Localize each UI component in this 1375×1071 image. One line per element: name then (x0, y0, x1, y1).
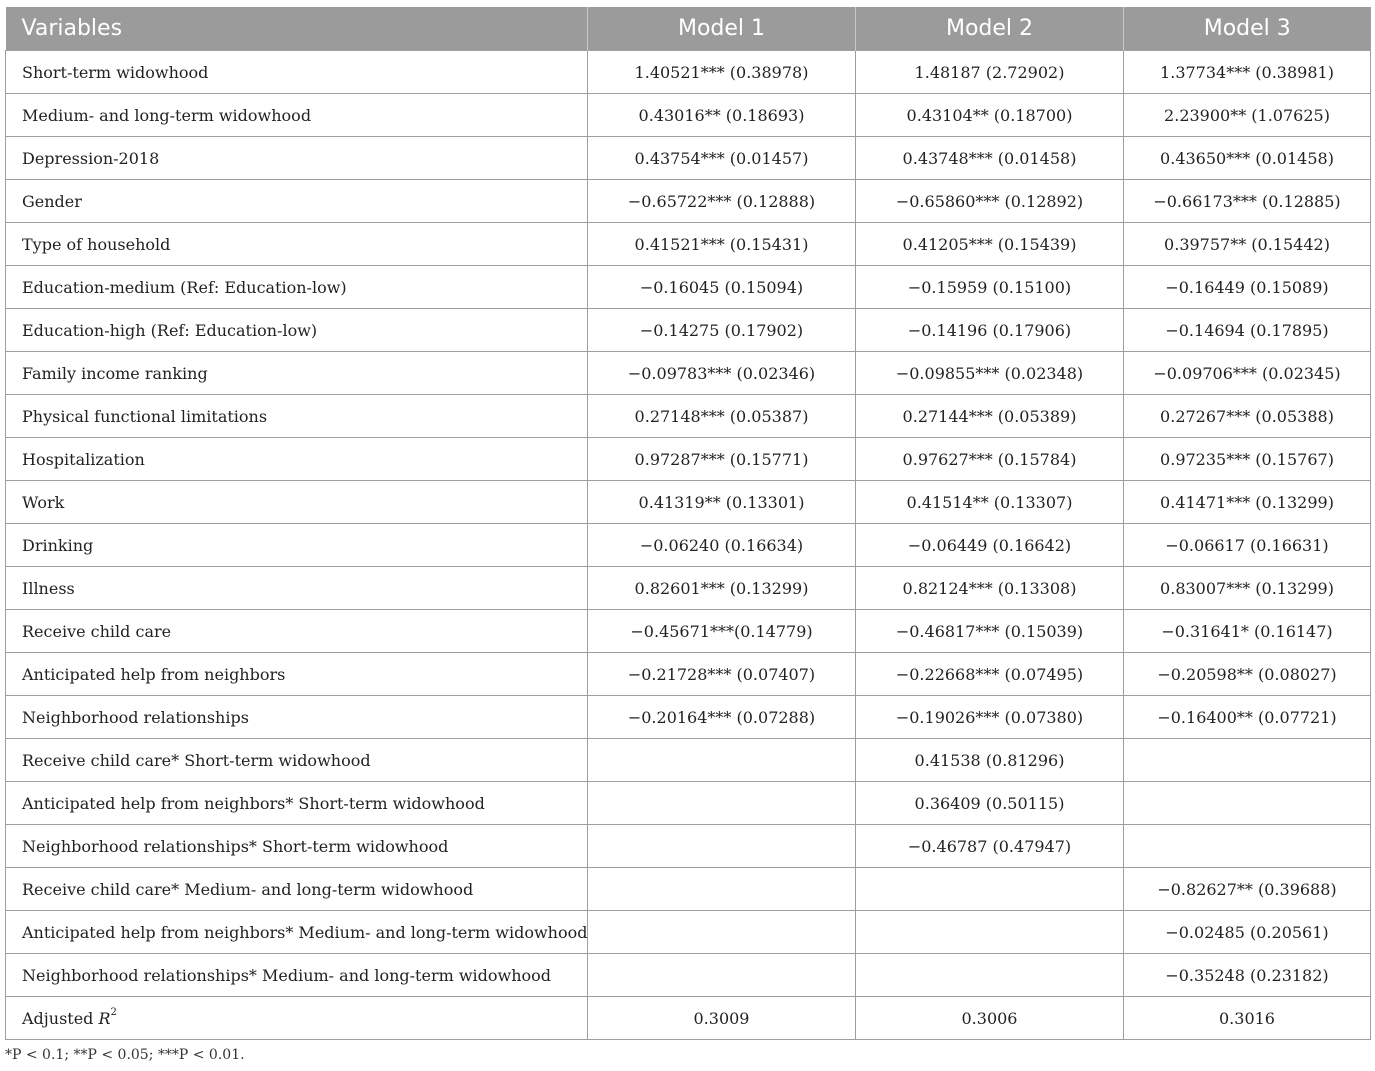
row-model-2-value: 0.41205*** (0.15439) (856, 223, 1124, 266)
row-variable-label: Hospitalization (6, 438, 588, 481)
table-row (6, 309, 1371, 352)
table-row (6, 438, 1371, 481)
row-variable-label: Drinking (6, 524, 588, 567)
row-model-2-value: 0.41514** (0.13307) (856, 481, 1124, 524)
table-row (6, 739, 1371, 782)
row-model-1-value: −0.09783*** (0.02346) (588, 352, 856, 395)
row-model-1-value: −0.06240 (0.16634) (588, 524, 856, 567)
row-model-1-value: −0.16045 (0.15094) (588, 266, 856, 309)
table-row (6, 481, 1371, 524)
row-model-2-value: −0.65860*** (0.12892) (856, 180, 1124, 223)
table-row (6, 352, 1371, 395)
table-row (6, 911, 1371, 954)
row-model-1-value: 1.40521*** (0.38978) (588, 51, 856, 94)
row-model-3-value: −0.31641* (0.16147) (1124, 610, 1371, 653)
row-model-1-value: 0.82601*** (0.13299) (588, 567, 856, 610)
header-model-1: Model 1 (588, 7, 856, 51)
row-model-2-value: −0.06449 (0.16642) (856, 524, 1124, 567)
row-model-1-value: 0.43754*** (0.01457) (588, 137, 856, 180)
row-model-3-value: −0.16449 (0.15089) (1124, 266, 1371, 309)
row-model-3-value: 1.37734*** (0.38981) (1124, 51, 1371, 94)
row-model-2-value: 0.82124*** (0.13308) (856, 567, 1124, 610)
row-variable-label: Education-high (Ref: Education-low) (6, 309, 588, 352)
adjusted-r2-label-text: Adjusted (22, 1008, 99, 1028)
row-model-2-value: −0.46787 (0.47947) (856, 825, 1124, 868)
row-variable-label: Depression-2018 (6, 137, 588, 180)
row-model-2-value: −0.15959 (0.15100) (856, 266, 1124, 309)
row-model-1-value (588, 782, 856, 825)
row-model-1-value: −0.14275 (0.17902) (588, 309, 856, 352)
regression-table-container (5, 7, 1370, 1040)
row-model-1-value: 0.41319** (0.13301) (588, 481, 856, 524)
table-row (6, 524, 1371, 567)
row-model-3-value: −0.66173*** (0.12885) (1124, 180, 1371, 223)
adjusted-r2-model-1: 0.3009 (588, 997, 856, 1040)
row-model-3-value: −0.14694 (0.17895) (1124, 309, 1371, 352)
row-variable-label: Receive child care* Medium- and long-term widowhood (6, 868, 588, 911)
row-model-3-value: −0.35248 (0.23182) (1124, 954, 1371, 997)
row-variable-label: Neighborhood relationships* Medium- and long-term widowhood (6, 954, 588, 997)
table-row (6, 954, 1371, 997)
row-variable-label: Short-term widowhood (6, 51, 588, 94)
row-model-2-value: 0.43104** (0.18700) (856, 94, 1124, 137)
row-model-2-value: 0.27144*** (0.05389) (856, 395, 1124, 438)
row-model-3-value: −0.20598** (0.08027) (1124, 653, 1371, 696)
row-variable-label: Receive child care* Short-term widowhood (6, 739, 588, 782)
regression-table (5, 7, 1371, 1040)
row-variable-label: Neighborhood relationships* Short-term widowhood (6, 825, 588, 868)
row-model-1-value: 0.41521*** (0.15431) (588, 223, 856, 266)
row-model-3-value: 0.43650*** (0.01458) (1124, 137, 1371, 180)
row-model-2-value: −0.09855*** (0.02348) (856, 352, 1124, 395)
table-row (6, 51, 1371, 94)
row-model-3-value: 0.83007*** (0.13299) (1124, 567, 1371, 610)
adjusted-r2-model-3: 0.3016 (1124, 997, 1371, 1040)
row-model-1-value: −0.20164*** (0.07288) (588, 696, 856, 739)
adjusted-r2-label-var: R (98, 1008, 111, 1028)
header-variables: Variables (6, 7, 588, 51)
row-model-3-value: 2.23900** (1.07625) (1124, 94, 1371, 137)
table-row (6, 696, 1371, 739)
row-model-2-value: 0.43748*** (0.01458) (856, 137, 1124, 180)
row-variable-label: Anticipated help from neighbors* Medium- and long-term widowhood (6, 911, 588, 954)
adjusted-r2-model-2: 0.3006 (856, 997, 1124, 1040)
row-variable-label: Illness (6, 567, 588, 610)
significance-footnote: *P < 0.1; **P < 0.05; ***P < 0.01. (5, 1047, 245, 1063)
adjusted-r2-label (6, 997, 588, 1040)
row-model-2-value: −0.22668*** (0.07495) (856, 653, 1124, 696)
row-model-1-value: 0.97287*** (0.15771) (588, 438, 856, 481)
table-row (6, 782, 1371, 825)
row-variable-label: Neighborhood relationships (6, 696, 588, 739)
row-model-2-value (856, 911, 1124, 954)
row-model-1-value: −0.21728*** (0.07407) (588, 653, 856, 696)
row-model-2-value: 0.36409 (0.50115) (856, 782, 1124, 825)
row-model-3-value (1124, 782, 1371, 825)
table-row (6, 395, 1371, 438)
row-model-3-value (1124, 739, 1371, 782)
row-variable-label: Medium- and long-term widowhood (6, 94, 588, 137)
row-model-3-value: 0.39757** (0.15442) (1124, 223, 1371, 266)
row-model-2-value: 0.41538 (0.81296) (856, 739, 1124, 782)
row-model-1-value (588, 825, 856, 868)
row-model-1-value (588, 868, 856, 911)
row-model-2-value: −0.19026*** (0.07380) (856, 696, 1124, 739)
table-row (6, 94, 1371, 137)
row-variable-label: Family income ranking (6, 352, 588, 395)
row-model-1-value: −0.45671***(0.14779) (588, 610, 856, 653)
row-model-1-value: 0.27148*** (0.05387) (588, 395, 856, 438)
row-model-3-value: 0.27267*** (0.05388) (1124, 395, 1371, 438)
row-model-3-value: −0.16400** (0.07721) (1124, 696, 1371, 739)
row-model-1-value (588, 739, 856, 782)
table-row (6, 180, 1371, 223)
table-header (6, 7, 1371, 51)
row-model-2-value: 0.97627*** (0.15784) (856, 438, 1124, 481)
row-model-2-value: −0.46817*** (0.15039) (856, 610, 1124, 653)
header-model-3: Model 3 (1124, 7, 1371, 51)
row-model-1-value: 0.43016** (0.18693) (588, 94, 856, 137)
header-row (6, 7, 1371, 51)
row-model-3-value: −0.02485 (0.20561) (1124, 911, 1371, 954)
row-model-2-value (856, 954, 1124, 997)
row-model-3-value: −0.06617 (0.16631) (1124, 524, 1371, 567)
row-variable-label: Work (6, 481, 588, 524)
row-model-3-value: 0.41471*** (0.13299) (1124, 481, 1371, 524)
table-row (6, 825, 1371, 868)
row-model-1-value: −0.65722*** (0.12888) (588, 180, 856, 223)
row-model-2-value: −0.14196 (0.17906) (856, 309, 1124, 352)
row-variable-label: Anticipated help from neighbors* Short-term widowhood (6, 782, 588, 825)
row-variable-label: Anticipated help from neighbors (6, 653, 588, 696)
adjusted-r2-row (6, 997, 1371, 1040)
row-model-2-value: 1.48187 (2.72902) (856, 51, 1124, 94)
table-row (6, 567, 1371, 610)
row-model-1-value (588, 911, 856, 954)
row-model-3-value (1124, 825, 1371, 868)
row-model-3-value: −0.82627** (0.39688) (1124, 868, 1371, 911)
table-body (6, 51, 1371, 1040)
adjusted-r2-label-sup: 2 (110, 1006, 117, 1018)
row-variable-label: Gender (6, 180, 588, 223)
table-row (6, 868, 1371, 911)
table-row (6, 137, 1371, 180)
header-model-2: Model 2 (856, 7, 1124, 51)
row-model-1-value (588, 954, 856, 997)
table-row (6, 266, 1371, 309)
row-model-3-value: −0.09706*** (0.02345) (1124, 352, 1371, 395)
table-row (6, 223, 1371, 266)
row-variable-label: Physical functional limitations (6, 395, 588, 438)
row-model-3-value: 0.97235*** (0.15767) (1124, 438, 1371, 481)
row-variable-label: Type of household (6, 223, 588, 266)
table-row (6, 610, 1371, 653)
row-model-2-value (856, 868, 1124, 911)
table-row (6, 653, 1371, 696)
row-variable-label: Education-medium (Ref: Education-low) (6, 266, 588, 309)
row-variable-label: Receive child care (6, 610, 588, 653)
